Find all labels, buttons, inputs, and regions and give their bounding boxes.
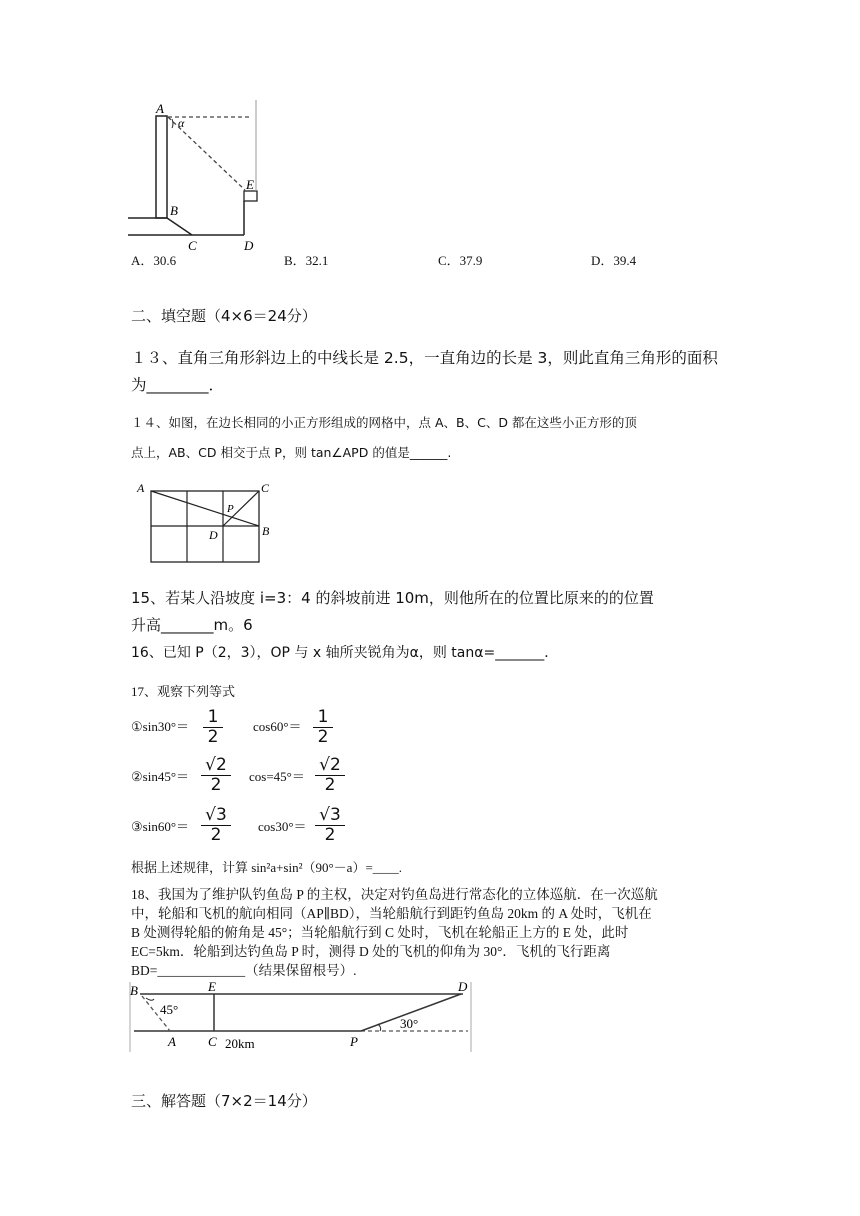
section-2-heading: 二、填空题（4×6＝24分） (131, 307, 317, 325)
label-b: B (170, 203, 178, 218)
q13-line1: １３、直角三角形斜边上的中线长是 2.5，一直角边的长是 3，则此直角三角形的面积 (131, 349, 718, 367)
q17-row1-left-lhs: ①sin30°＝ (131, 719, 190, 734)
q17-row1-right-lhs: cos60°＝ (253, 719, 302, 734)
tower (156, 116, 167, 218)
q15-line2: 升高_______m。6 (131, 616, 253, 634)
q13-line2: 为________． (131, 376, 225, 394)
label-alpha: α (178, 116, 185, 130)
q17-row3-left-lhs: ③sin60°＝ (131, 819, 190, 834)
label-c: C (208, 1034, 217, 1049)
label-c: C (188, 238, 197, 250)
segment-ab (151, 491, 259, 526)
label-a: A (156, 101, 164, 116)
label-c: C (261, 481, 270, 495)
q18-figure (128, 980, 473, 1058)
option-d: D．39.4 (591, 253, 637, 268)
q12-figure (128, 100, 263, 250)
q16-text: 16、已知 P（2，3），OP 与 x 轴所夹锐角为α，则 tanα=_______． (131, 645, 559, 661)
q17-row2-left-lhs: ②sin45°＝ (131, 769, 190, 784)
label-b: B (262, 524, 270, 538)
option-c: C．37.9 (438, 253, 483, 268)
label-p: P (227, 503, 234, 515)
q17-row3-left-fraction: $\frac{√3}{2}$ (201, 806, 231, 845)
q17-row3-right-fraction: $\frac{√3}{2}$ (315, 806, 345, 845)
label-b: B (130, 983, 138, 998)
label-a: A (168, 1034, 176, 1049)
q18-line2: 中，轮船和飞机的航向相同（AP∥BD），当轮船航行到距钓鱼岛 20km 的 A 处时，飞机在 (131, 906, 652, 921)
q18-line1: 18、我国为了维护队钓鱼岛 P 的主权，决定对钓鱼岛进行常态化的立体巡航．在一次巡航 (131, 887, 658, 902)
q18-line5: BD=_____________（结果保留根号）. (131, 963, 357, 978)
q17-row1-left-fraction: $\frac{1}{2}$ (203, 708, 223, 747)
label-20km: 20km (225, 1036, 255, 1051)
q17-row3-right-lhs: cos30°＝ (258, 819, 307, 834)
q17-row2-right-lhs: cos=45°＝ (249, 769, 305, 784)
q18-line3: B 处测得轮船的俯角是 45°；当轮船航行到 C 处时，飞机在轮船正上方的 E 处，此时 (131, 925, 629, 940)
q14-line1: １４、如图，在边长相同的小正方形组成的网格中，点 A、B、C、D 都在这些小正方形的顶 (131, 415, 637, 430)
q14-line2: 点上，AB、CD 相交于点 P，则 tan∠APD 的值是______. (131, 445, 452, 460)
q17-row2-right-fraction: $\frac{√2}{2}$ (315, 756, 345, 795)
box-e (244, 191, 257, 201)
option-b: B．32.1 (284, 253, 329, 268)
q17-conclusion: 根据上述规律，计算 sin²a+sin²（90°－a）=____. (131, 860, 403, 875)
label-e: E (246, 177, 254, 192)
label-e: E (208, 980, 216, 994)
option-a: A．30.6 (131, 253, 177, 268)
label-a: A (137, 481, 145, 495)
label-p: P (350, 1034, 358, 1049)
label-angle45: 45° (160, 1002, 179, 1017)
section-3-heading: 三、解答题（7×2＝14分） (131, 1092, 317, 1110)
label-d: D (244, 238, 254, 250)
q15-line1: 15、若某人沿坡度 i=3：4 的斜坡前进 10m，则他所在的位置比原来的的位置 (131, 589, 654, 607)
q14-grid-figure (133, 478, 283, 568)
q17-title: 17、观察下列等式 (131, 684, 236, 699)
q18-line4: EC=5km．轮船到达钓鱼岛 P 时，测得 D 处的飞机的仰角为 30°．飞机的飞行距离 (131, 944, 611, 959)
label-d: D (458, 980, 468, 994)
label-d: D (209, 528, 218, 542)
q17-row1-right-fraction: $\frac{1}{2}$ (313, 708, 333, 747)
q17-row2-left-fraction: $\frac{√2}{2}$ (201, 756, 231, 795)
label-angle30: 30° (400, 1016, 419, 1031)
